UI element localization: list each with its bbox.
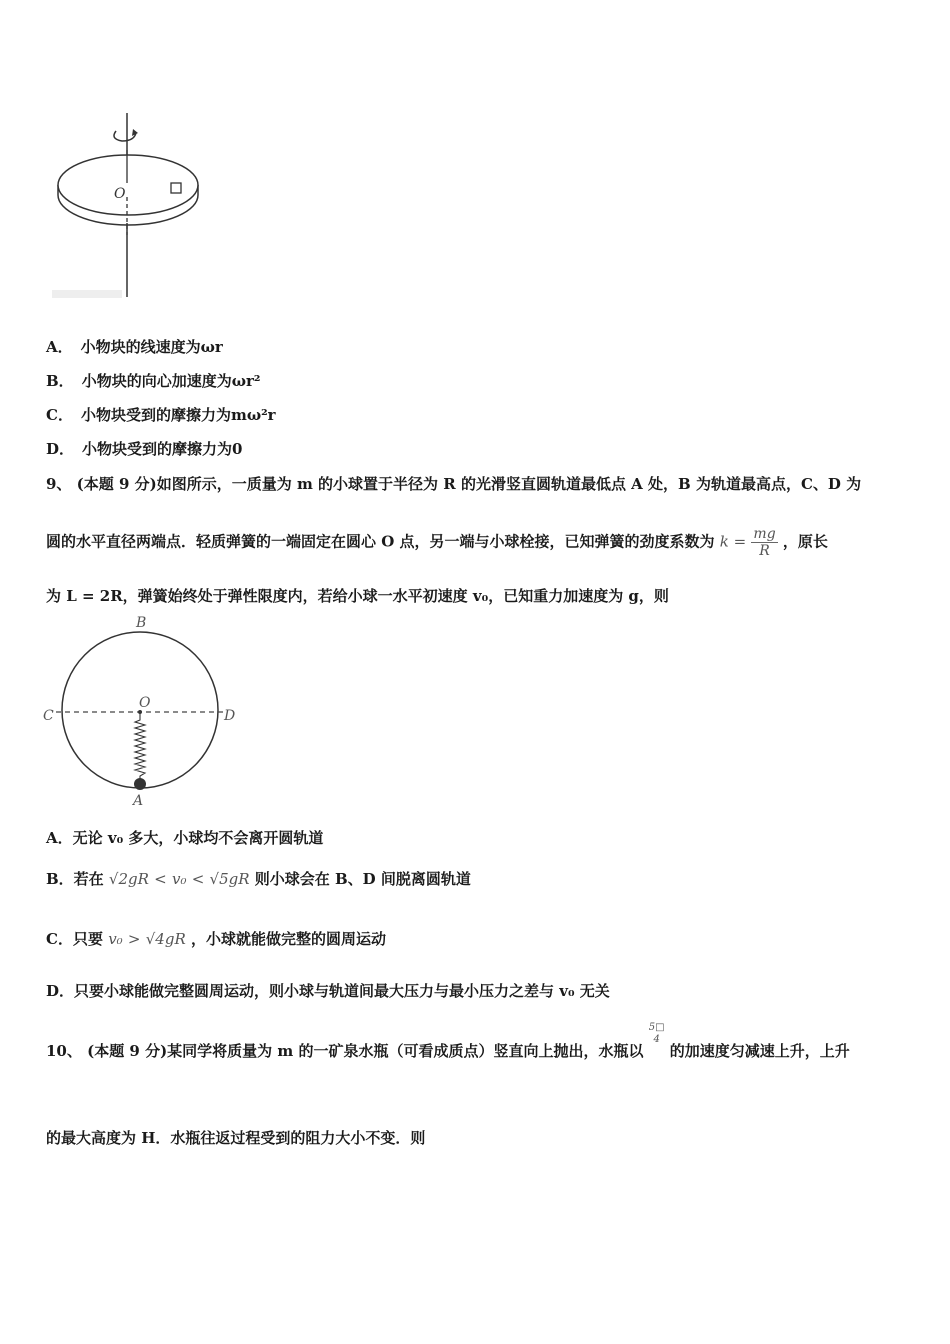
q9-stem-line2: 圆的水平直径两端点．轻质弹簧的一端固定在圆心 O 点，另一端与小球栓接，已知弹簧的劲度系数为 k = $\frac{mg}{R}$ ，原长 bbox=[46, 526, 828, 559]
svg-text:O: O bbox=[139, 695, 151, 711]
svg-text:A: A bbox=[133, 793, 144, 809]
q8-option-c: C． 小物块受到的摩擦力为mω²r bbox=[46, 406, 276, 424]
q10-stem-line1: 10、 (本题 9 分)某同学将质量为 m 的一矿泉水瓶（可看成质点）竖直向上抛出，水瓶以 5□ 4 的加速度匀减速上升，上升 bbox=[46, 1022, 850, 1060]
rotating-disc-figure bbox=[50, 105, 210, 305]
center-label: O bbox=[114, 186, 126, 202]
q9-stem-line3: 为 L = 2R，弹簧始终处于弹性限度内，若给小球一水平初速度 v₀，已知重力加速度为 g，则 bbox=[46, 587, 669, 605]
q8-option-a: A． 小物块的线速度为ωr bbox=[46, 338, 223, 356]
q10-stem-line2: 的最大高度为 H．水瓶往返过程受到的阻力大小不变．则 bbox=[46, 1129, 426, 1147]
disc bbox=[58, 155, 198, 215]
spring-constant-fraction: $\frac{mg}{R}$ bbox=[753, 526, 776, 559]
q9-option-c: C．只要 v₀ > √4gR ，小球就能做完整的圆周运动 bbox=[46, 930, 386, 948]
acceleration-fraction: 5□ 4 bbox=[648, 1022, 665, 1045]
q9-stem-line1: 9、 (本题 9 分)如图所示，一质量为 m 的小球置于半径为 R 的光滑竖直圆轨道最低点 A 处，B 为轨道最高点，C、D 为 bbox=[46, 475, 862, 493]
circle-track-figure bbox=[40, 612, 250, 812]
svg-text:B: B bbox=[136, 615, 147, 631]
ball bbox=[134, 778, 146, 790]
q9-option-a: A．无论 v₀ 多大，小球均不会离开圆轨道 bbox=[46, 829, 324, 847]
svg-text:D: D bbox=[224, 708, 236, 724]
spring bbox=[135, 712, 145, 780]
q8-option-b: B． 小物块的向心加速度为ωr² bbox=[46, 372, 261, 390]
q9-option-b: B．若在 √2gR < v₀ < √5gR 则小球会在 B、D 间脱离圆轨道 bbox=[46, 870, 471, 888]
q9-option-d: D．只要小球能做完整圆周运动，则小球与轨道间最大压力与最小压力之差与 v₀ 无关 bbox=[46, 982, 610, 1000]
svg-text:C: C bbox=[43, 708, 54, 724]
q8-option-d: D． 小物块受到的摩擦力为0 bbox=[46, 440, 243, 458]
